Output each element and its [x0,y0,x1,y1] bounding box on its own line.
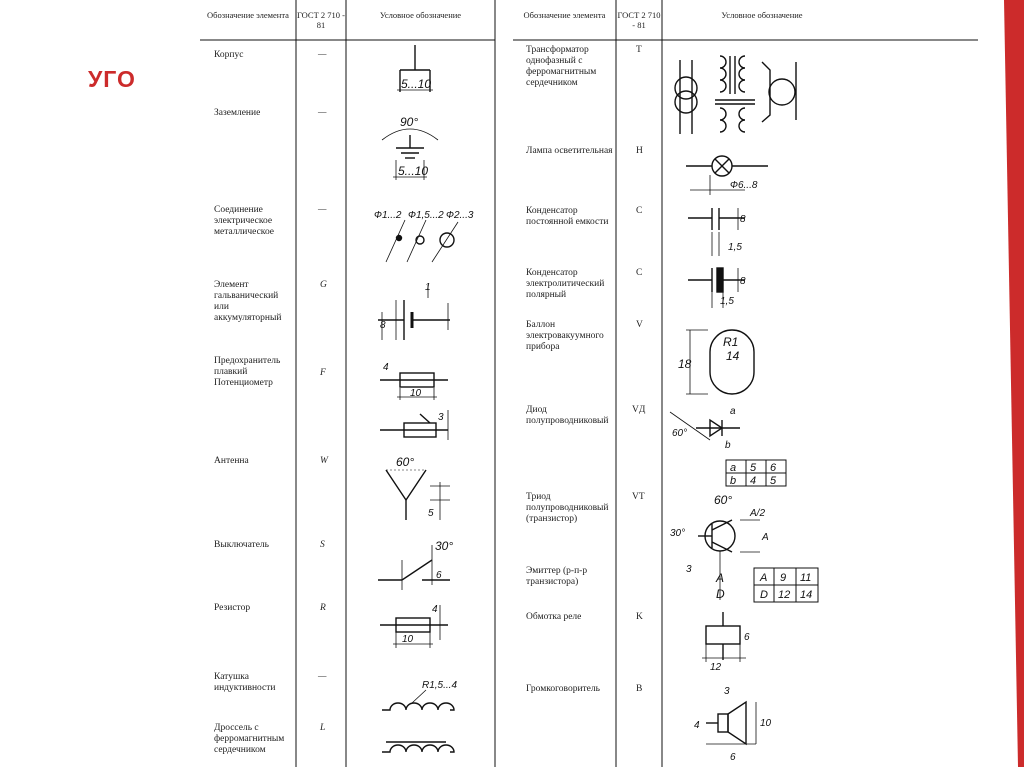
dim-zaz-angle: 90° [400,115,419,129]
t-table-r1c0: D [760,589,768,601]
dim-sp-4: 4 [694,720,700,731]
row-code: G [320,280,327,290]
header-name-left: Обозначение элемента [207,10,289,20]
t-table-r0c2: 11 [800,572,812,584]
row-name: Трансформатор однофазный с ферромагнитным сердечником [526,45,597,88]
dim-coil-r: R1,5...4 [422,680,458,691]
row-code: V [636,320,643,330]
row-code: W [320,456,328,466]
row-name: Обмотка реле [526,612,582,622]
row-name: Громкоговоритель [526,684,600,694]
row-code: — [318,205,327,215]
dim-lamp: Ф6...8 [730,180,758,191]
row-name: Соединение электрическое металлическое [214,205,275,237]
row-name: Дроссель с ферромагнитным сердечником [214,723,285,755]
row-code: T [636,45,642,55]
t-table-r0c0: A [760,572,768,584]
row-name: Баллон электровакуумного прибора [526,320,604,352]
row-name: Лампа осветительная [526,146,613,156]
dim-d-60: 60° [672,428,688,439]
d-table-r1c0: b [730,475,737,487]
dim-sw-30: 30° [435,539,454,553]
row-code: VT [632,492,645,502]
dim-t-A: A [716,571,725,585]
dim-res-10: 10 [402,634,414,645]
row-code: K [636,612,643,622]
dim-con2: Ф1,5...2 [408,210,444,221]
dim-sp-6: 6 [730,752,736,763]
dim-sp-3: 3 [724,686,730,697]
header-name-right: Обозначение элемента [523,10,606,20]
dim-ant-60: 60° [396,455,415,469]
dim-con1: Ф1...2 [374,210,402,221]
row-code: L [320,723,326,733]
t-table-r1c1: 12 [778,589,791,601]
dim-fuse-4: 4 [383,362,389,373]
dim-sw-6: 6 [436,570,442,581]
row-code: C [636,268,643,278]
row-name: Антенна [214,456,249,466]
dim-t-D: D [716,587,725,601]
dim-d-a: a [730,406,736,417]
row-name: Корпус [214,50,244,60]
row-name: Конденсатор электролитический полярный [526,268,605,300]
row-name: Выключатель [214,540,270,550]
dim-d-b: b [725,440,731,451]
row-name: Триод полупроводниковый (транзистор) [526,492,609,524]
dim-t-60: 60° [714,493,733,507]
row-code: S [320,540,325,550]
row-code: R [320,603,326,613]
dim-galv-8: 8 [380,320,386,331]
row-name: Катушка индуктивности [214,672,276,693]
t-table-r0c1: 9 [780,572,787,584]
dim-cap-8: 8 [740,214,746,225]
dim-pot-3: 3 [438,412,444,423]
row-name: Элемент гальванический или аккумуляторный [214,280,282,323]
row-code: — [318,50,327,60]
t-table-r1c2: 14 [800,589,813,601]
dim-sp-10: 10 [760,718,772,729]
row-name: Заземление [214,108,261,118]
row-code: C [636,206,643,216]
header-gost-left: ГОСТ 2 710 - 81 [296,10,345,30]
row-code: VД [632,405,646,415]
row-name: Конденсатор постоянной емкости [526,206,609,227]
header-gost-right: ГОСТ 2 710 - 81 [617,10,661,30]
row-name: Резистор [214,603,251,613]
dim-korpus: 5...10 [401,77,432,91]
d-table-r1c2: 5 [770,475,777,487]
ugo-reference-sheet [200,0,980,767]
d-table-r0c2: 6 [770,462,777,474]
row-name: Предохранитель плавкий Потенциометр [214,356,281,388]
dim-k-12: 12 [710,662,722,673]
dim-k-6: 6 [744,632,750,643]
row-name: Диод полупроводниковый [526,405,609,426]
dim-res-4: 4 [432,604,438,615]
dim-t-a: A [762,532,769,543]
row-code: H [636,146,643,156]
dim-t-30: 30° [670,528,686,539]
dim-con3: Ф2...3 [446,210,474,221]
row-code: B [636,684,643,694]
dim-bal-18: 18 [678,357,692,371]
d-table-r0c1: 5 [750,462,757,474]
dim-ant-5: 5 [428,508,434,519]
header-symbol-right: Условное обозначение [721,10,803,20]
decorative-red-band [1004,0,1024,767]
row-code: — [318,108,327,118]
dim-t-a2: A/2 [750,508,766,519]
dim-galv-1: 1 [425,282,431,293]
table-grid [200,0,980,767]
header-symbol-left: Условное обозначение [379,10,462,20]
d-table-r0c0: a [730,462,737,474]
row-code: F [320,368,326,378]
dim-zaz-len: 5...10 [398,164,429,178]
dim-fuse-10: 10 [410,388,422,399]
dim-ecap-15: 1,5 [720,296,734,307]
row-name: Эмиттер (р-п-р транзистора) [526,566,588,587]
dim-ecap-8: 8 [740,276,746,287]
dim-bal-14: 14 [726,349,740,363]
slide-title: УГО [88,66,136,92]
row-code: — [318,672,327,682]
dim-bal-r: R1 [723,335,739,349]
d-table-r1c1: 4 [750,475,757,487]
dim-cap-15: 1,5 [728,242,742,253]
dim-t-3: 3 [686,564,692,575]
